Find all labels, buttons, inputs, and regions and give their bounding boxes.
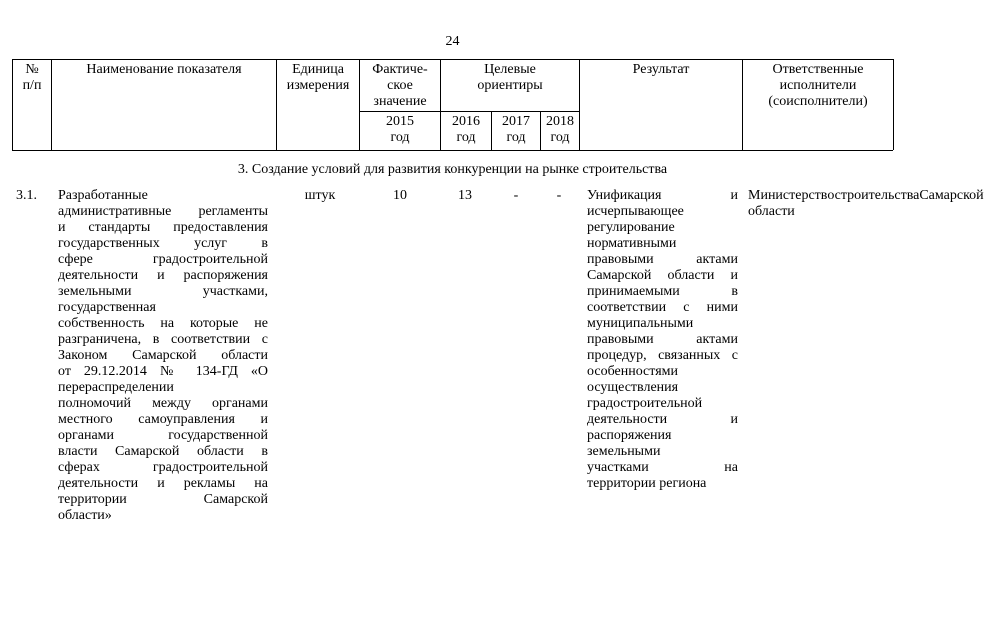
text-line: нормативными bbox=[587, 236, 677, 251]
text-line: перераспределении bbox=[58, 380, 174, 395]
text-line: Разработанные bbox=[58, 188, 148, 203]
text-line: области» bbox=[58, 508, 112, 523]
text-line: органами государственной bbox=[58, 428, 268, 443]
table-top-border bbox=[12, 59, 893, 60]
text-line: градостроительной bbox=[587, 396, 703, 411]
header-target-benchmarks: Целевые ориентиры bbox=[477, 62, 543, 93]
text-line: разграничена, в соответствии с bbox=[58, 332, 268, 347]
page-number: 24 bbox=[445, 34, 460, 49]
header-responsible-executors: Ответственные исполнители (соисполнители) bbox=[768, 62, 868, 109]
text-line: деятельности и bbox=[587, 412, 738, 427]
text-line: процедур, связанных с bbox=[587, 348, 738, 363]
text-line: Самарской области bbox=[748, 188, 984, 219]
text-line: распоряжения bbox=[587, 428, 672, 443]
table-header-bottom-border bbox=[12, 150, 893, 151]
col-border bbox=[893, 59, 894, 150]
text-line: правовыми актами bbox=[587, 332, 738, 347]
header-year-2016: 2016 год bbox=[452, 114, 480, 145]
text-line: Министерство bbox=[748, 188, 835, 203]
text-line: Законом Самарской области bbox=[58, 348, 268, 363]
text-line: территории Самарской bbox=[58, 492, 268, 507]
text-line: участками на bbox=[587, 460, 738, 475]
text-line: государственных услуг в bbox=[58, 236, 268, 251]
indicator-name-text bbox=[58, 188, 268, 524]
header-year-2017: 2017 год bbox=[502, 114, 530, 145]
text-line: сфере градостроительной bbox=[58, 252, 268, 267]
text-line: муниципальными bbox=[587, 316, 694, 331]
header-number: № п/п bbox=[22, 62, 42, 93]
text-line: соответствии с ними bbox=[587, 300, 738, 315]
text-line: земельными bbox=[587, 444, 661, 459]
years-header-divider bbox=[359, 111, 579, 112]
text-line: деятельности и рекламы на bbox=[58, 476, 268, 491]
text-line: осуществления bbox=[587, 380, 679, 395]
header-year-2018: 2018 год bbox=[546, 114, 574, 145]
text-line: деятельности и распоряжения bbox=[58, 268, 268, 283]
text-line: полномочий между органами bbox=[58, 396, 268, 411]
text-line: принимаемыми в bbox=[587, 284, 738, 299]
text-line: земельными участками, bbox=[58, 284, 268, 299]
responsible-executor-text bbox=[748, 188, 984, 220]
text-line: исчерпывающее bbox=[587, 204, 684, 219]
text-line: территории региона bbox=[587, 476, 707, 491]
header-indicator-name: Наименование показателя bbox=[86, 62, 242, 77]
value-2018: - bbox=[556, 188, 562, 203]
text-line: строительства bbox=[834, 188, 920, 203]
text-line: власти Самарской области в bbox=[58, 444, 268, 459]
header-actual-value: Фактиче- ское значение bbox=[372, 62, 428, 109]
text-line: Самарской области и bbox=[587, 268, 738, 283]
value-2015: 10 bbox=[393, 188, 407, 203]
value-2016: 13 bbox=[458, 188, 472, 203]
result-text bbox=[587, 188, 738, 492]
section-title: 3. Создание условий для развития конкуренции на рынке строительства bbox=[237, 162, 668, 177]
value-2017: - bbox=[513, 188, 519, 203]
text-line: административные регламенты bbox=[58, 204, 268, 219]
text-line: от 29.12.2014 № 134-ГД «О bbox=[58, 364, 268, 379]
text-line: и стандарты предоставления bbox=[58, 220, 268, 235]
text-line: сферах градостроительной bbox=[58, 460, 268, 475]
header-result: Результат bbox=[632, 62, 690, 77]
text-line: регулирование bbox=[587, 220, 675, 235]
header-year-2015: 2015 год bbox=[386, 114, 414, 145]
unit-value: штук bbox=[304, 188, 336, 203]
text-line: особенностями bbox=[587, 364, 678, 379]
header-unit: Единица измерения bbox=[286, 62, 350, 93]
text-line: правовыми актами bbox=[587, 252, 738, 267]
row-number: 3.1. bbox=[16, 188, 37, 203]
text-line: собственность на которые не bbox=[58, 316, 268, 331]
text-line: государственная bbox=[58, 300, 156, 315]
text-line: местного самоуправления и bbox=[58, 412, 268, 427]
text-line: Унификация и bbox=[587, 188, 738, 203]
